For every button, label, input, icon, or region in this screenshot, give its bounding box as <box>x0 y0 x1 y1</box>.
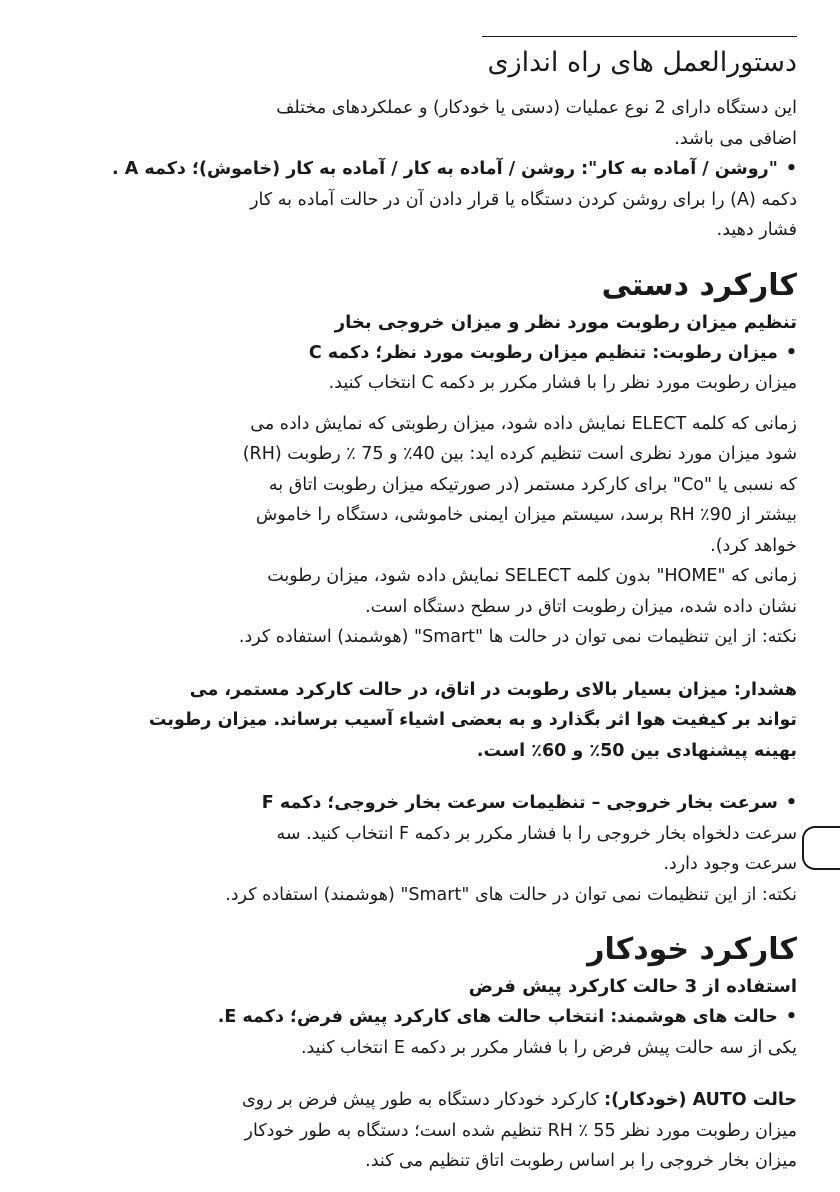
auto-line-1 <box>60 1085 797 1116</box>
elect-line-3: که نسبی یا "Co" برای کارکرد مستمر (در صورتیکه میزان رطوبت اتاق به <box>268 474 797 495</box>
steam-heading <box>60 788 797 819</box>
power-heading <box>60 154 797 185</box>
elect-line-4: بیشتر از 90٪ RH برسد، سیستم میزان ایمنی خاموشی، دستگاه را خاموش <box>255 505 797 525</box>
elect-line-1: زمانی که کلمه ELECT نمایش داده شود، میزان رطوبتی که نمایش داده می <box>250 413 797 434</box>
warning-line-2: تواند بر کیفیت هوا اثر بگذارد و به بعضی اشیاء آسیب برساند. میزان رطوبت <box>148 710 797 730</box>
elect-line-5: خواهد کرد). <box>710 535 797 556</box>
warning-line-3: بهینه پیشنهادی بین 50٪ و 60٪ است. <box>476 740 797 761</box>
power-heading-text: "روشن / آماده به کار": روشن / آماده به کار / آماده به کار (خاموش)؛ دکمه A . <box>112 159 778 179</box>
manual-heading: کارکرد دستی <box>601 267 797 303</box>
humidity-heading <box>60 338 797 369</box>
power-line-1: دکمه (A) را برای روشن کردن دستگاه یا قرار دادن آن در حالت آماده به کار <box>250 189 797 210</box>
home-line-2: نشان داده شده، میزان رطوبت اتاق در سطح دستگاه است. <box>365 596 797 617</box>
title-wrap <box>60 30 797 93</box>
smart-line: یکی از سه حالت پیش فرض را با فشار مکرر بر دکمه E انتخاب کنید. <box>300 1037 797 1058</box>
elect-paragraph <box>60 409 797 562</box>
auto-heading: کارکرد خودکار <box>587 932 797 967</box>
bullet-icon: • <box>785 159 797 179</box>
smart-heading <box>60 1002 797 1033</box>
steam-line-2: سرعت وجود دارد. <box>663 854 797 874</box>
home-line-1: زمانی که "HOME" بدون کلمه SELECT نمایش داده شود، میزان رطوبت <box>267 566 797 586</box>
warning-paragraph <box>60 675 797 767</box>
manual-subheading: تنظیم میزان رطوبت مورد نظر و میزان خروجی بخار <box>334 311 797 333</box>
elect-line-2: شود میزان مورد نظری است تنظیم کرده اید: بین 40٪ و 75 ٪ رطوبت (RH) <box>242 444 797 464</box>
auto-line-1-text: کارکرد خودکار دستگاه به طور پیش فرض بر روی <box>242 1090 605 1110</box>
note-1: نکته: از این تنظیمات نمی توان در حالت ها "Smart" (هوشمند) استفاده کرد. <box>238 627 797 647</box>
smart-heading-text: حالت های هوشمند: انتخاب حالت های کارکرد پیش فرض؛ دکمه E. <box>217 1007 778 1027</box>
auto-mode-heading: حالت AUTO (خودکار): <box>604 1090 797 1110</box>
document-page <box>0 30 840 1177</box>
steam-line-1: سرعت دلخواه بخار خروجی را با فشار مکرر بر دکمه F انتخاب کنید. سه <box>276 823 797 844</box>
page-title: دستورالعمل های راه اندازی <box>482 36 798 89</box>
intro-line-2: اضافی می باشد. <box>674 128 797 149</box>
steam-heading-text: سرعت بخار خروجی – تنظیمات سرعت بخار خروجی؛ دکمه F <box>261 793 778 813</box>
note-2: نکته: از این تنظیمات نمی توان در حالت های "Smart" (هوشمند) استفاده کرد. <box>225 884 797 905</box>
auto-line-2: میزان رطوبت مورد نظر 55 ٪ RH تنظیم شده است؛ دستگاه به طور خودکار <box>244 1120 797 1141</box>
power-line-2: فشار دهید. <box>716 220 797 240</box>
section-tab-marker <box>802 826 840 870</box>
auto-line-3: میزان بخار خروجی را بر اساس رطوبت اتاق تنظیم می کند. <box>365 1151 797 1171</box>
auto-subheading: استفاده از 3 حالت کارکرد پیش فرض <box>468 976 797 997</box>
intro-line-1: این دستگاه دارای 2 نوع عملیات (دستی یا خودکار) و عملکردهای مختلف <box>276 98 797 118</box>
bullet-icon: • <box>785 1007 797 1027</box>
warning-line-1: هشدار: میزان بسیار بالای رطوبت در اتاق، در حالت کارکرد مستمر، می <box>189 679 797 700</box>
bullet-icon: • <box>785 342 797 363</box>
humidity-heading-text: میزان رطوبت: تنظیم میزان رطوبت مورد نظر؛ دکمه C <box>308 342 778 363</box>
bullet-icon: • <box>785 793 797 813</box>
humidity-line: میزان رطوبت مورد نظر را با فشار مکرر بر دکمه C انتخاب کنید. <box>328 373 797 393</box>
